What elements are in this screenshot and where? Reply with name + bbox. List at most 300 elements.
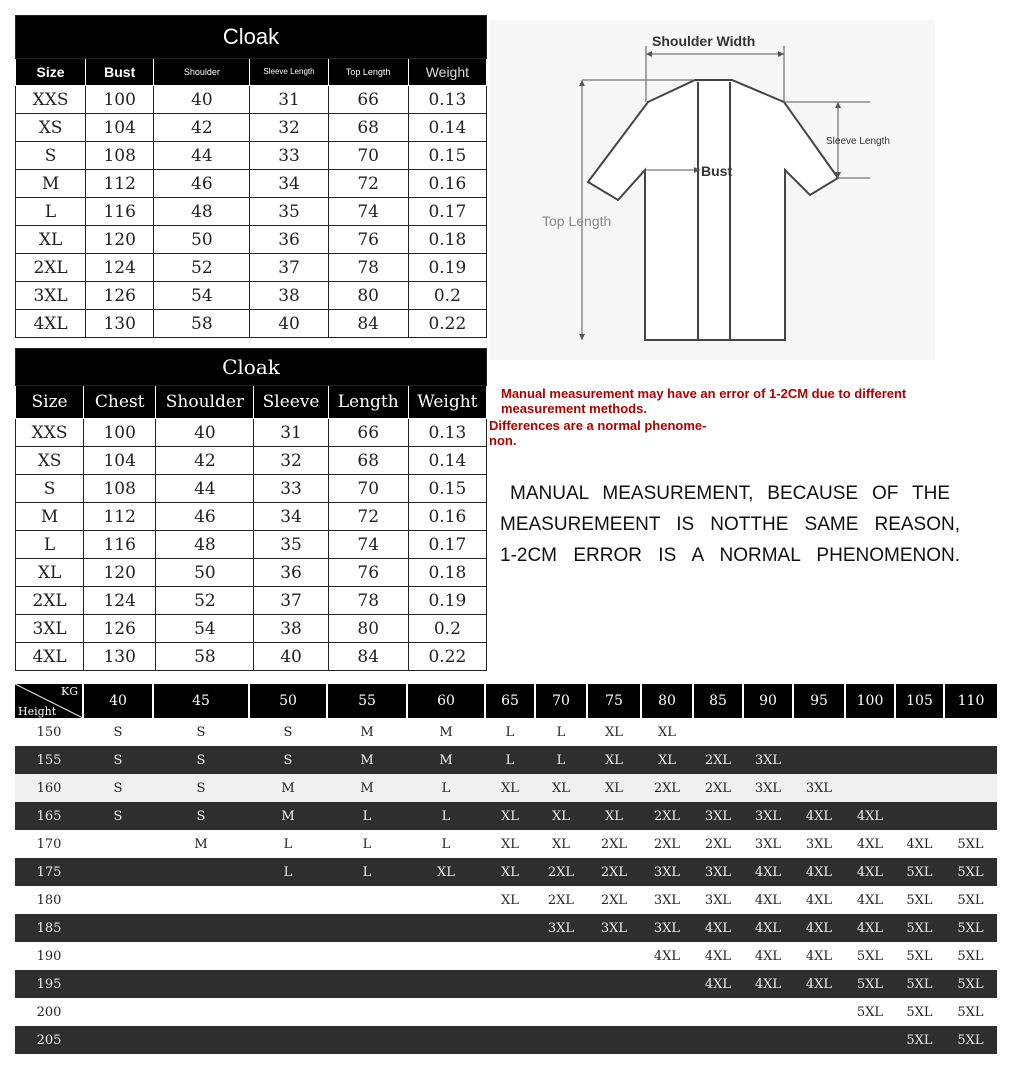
table-cell: XL [16,559,84,587]
table-cell: 0.13 [408,419,486,447]
size-cell: 3XL [693,802,743,830]
size-cell [895,746,944,774]
size-cell [944,746,997,774]
weight-column-header: 75 [587,684,641,718]
size-cell [793,718,845,746]
size-cell [485,970,535,998]
table-cell: 0.19 [408,254,486,282]
size-cell: XL [535,830,587,858]
table-row [16,643,487,671]
table-row [16,226,487,254]
size-cell [407,970,485,998]
size-cell [83,830,153,858]
size-cell: L [249,858,327,886]
size-cell: 4XL [693,914,743,942]
table-cell: 126 [84,615,156,643]
size-cell: XL [641,718,693,746]
size-cell [895,718,944,746]
size-cell: 4XL [743,970,793,998]
table-row [16,475,487,503]
table-cell: 34 [250,170,328,198]
table-cell: 37 [254,587,328,615]
col-header-weight: Weight [408,59,486,86]
table-cell: 116 [84,531,156,559]
weight-column-header: 70 [535,684,587,718]
size-cell [641,970,693,998]
table-cell: 52 [154,254,250,282]
table-cell: 80 [328,282,408,310]
size-cell [944,802,997,830]
table-row [15,1026,997,1054]
size-cell [327,1026,407,1054]
size-cell [83,970,153,998]
size-cell [249,998,327,1026]
table-row [15,886,997,914]
size-cell: S [249,746,327,774]
table-cell: 0.17 [408,531,486,559]
size-cell [83,1026,153,1054]
table-cell: 38 [250,282,328,310]
size-cell: 4XL [793,914,845,942]
size-cell: XL [407,858,485,886]
table-row [16,503,487,531]
size-cell: 3XL [793,830,845,858]
table-cell: 37 [250,254,328,282]
size-cell [249,970,327,998]
height-cell: 200 [15,998,83,1026]
size-cell: 4XL [793,970,845,998]
table-cell: 66 [328,86,408,114]
size-cell [743,998,793,1026]
table-cell: 54 [154,282,250,310]
table-title: Cloak [16,349,487,386]
table-row [15,830,997,858]
size-cell: M [327,774,407,802]
table-cell: 84 [328,310,408,338]
size-cell: 5XL [845,942,895,970]
table-cell: 74 [328,198,408,226]
red-note-line: measurement methods. [501,401,647,416]
size-cell: 5XL [895,858,944,886]
table-cell: 31 [250,86,328,114]
height-cell: 170 [15,830,83,858]
size-cell [327,886,407,914]
table-cell: 36 [250,226,328,254]
col-header-chest: Chest [84,386,156,419]
size-cell [407,942,485,970]
table-cell: 0.2 [408,282,486,310]
table-cell: 124 [86,254,154,282]
height-cell: 160 [15,774,83,802]
size-cell: 3XL [743,802,793,830]
size-cell: 4XL [793,802,845,830]
size-cell: M [407,746,485,774]
table-row [16,170,487,198]
size-cell: 2XL [587,830,641,858]
size-cell [485,942,535,970]
table-cell: 100 [84,419,156,447]
table-cell: 0.22 [408,643,486,671]
table-row [16,587,487,615]
table-row [15,970,997,998]
size-cell: 3XL [693,886,743,914]
size-cell [743,718,793,746]
size-cell: 3XL [641,858,693,886]
size-cell [587,942,641,970]
table-row [16,615,487,643]
table-cell: 35 [254,531,328,559]
size-cell [485,1026,535,1054]
size-cell [83,942,153,970]
size-cell [845,718,895,746]
size-cell: 5XL [944,970,997,998]
size-cell: 4XL [845,830,895,858]
table-cell: 124 [84,587,156,615]
table-title: Cloak [16,16,487,59]
corner-height-label: Height [18,705,57,718]
table-row [16,254,487,282]
table-cell: 38 [254,615,328,643]
table-cell: 76 [328,559,408,587]
size-cell: S [249,718,327,746]
size-cell: 5XL [895,998,944,1026]
table-row [16,142,487,170]
table-body [16,419,487,671]
size-cell: L [327,830,407,858]
weight-column-header: 80 [641,684,693,718]
table-row [15,858,997,886]
table-cell: 108 [86,142,154,170]
size-cell: S [153,746,249,774]
table-cell: 126 [86,282,154,310]
table-cell: 0.22 [408,310,486,338]
red-note-2 [489,418,706,448]
table-cell: 44 [156,475,254,503]
table-cell: XXS [16,86,86,114]
size-cell: 3XL [743,746,793,774]
size-cell: 4XL [693,942,743,970]
size-cell: 4XL [845,914,895,942]
table-row [15,998,997,1026]
size-cell: 3XL [743,830,793,858]
table-cell: 40 [154,86,250,114]
table-row [16,114,487,142]
table-cell: 3XL [16,282,86,310]
height-cell: 165 [15,802,83,830]
size-cell: 3XL [693,858,743,886]
size-cell [693,1026,743,1054]
size-cell: S [153,802,249,830]
size-cell [153,942,249,970]
table-cell: 48 [156,531,254,559]
size-cell: L [535,746,587,774]
table-cell: 120 [84,559,156,587]
size-cell: XL [535,802,587,830]
table-row [15,914,997,942]
size-cell: XL [535,774,587,802]
table-cell: L [16,531,84,559]
size-cell: 5XL [845,970,895,998]
table-cell: 0.14 [408,447,486,475]
size-cell: L [327,802,407,830]
table-cell: 72 [328,170,408,198]
table-cell: 78 [328,254,408,282]
table-cell: 0.15 [408,475,486,503]
size-cell: XL [485,858,535,886]
col-header-sleeve-length: Sleeve Length [250,59,328,86]
table-cell: 3XL [16,615,84,643]
table-cell: 4XL [16,310,86,338]
size-cell [327,998,407,1026]
size-cell [535,942,587,970]
size-cell [249,886,327,914]
table-cell: 58 [154,310,250,338]
size-cell [693,998,743,1026]
size-cell [793,746,845,774]
size-cell: S [83,802,153,830]
disclaimer-line: 1-2CM ERROR IS A NORMAL PHENOMENON. [500,545,960,566]
size-table-1 [15,15,487,338]
table-cell: 32 [250,114,328,142]
size-cell: 4XL [845,802,895,830]
weight-column-header: 85 [693,684,743,718]
size-cell: 3XL [535,914,587,942]
table-cell: 44 [154,142,250,170]
bust-label: Bust [701,163,733,179]
size-cell: M [407,718,485,746]
table-cell: 112 [84,503,156,531]
size-cell [327,942,407,970]
size-cell: L [249,830,327,858]
size-cell [153,970,249,998]
size-cell [153,1026,249,1054]
size-cell: XL [641,746,693,774]
col-header-size: Size [16,386,84,419]
size-cell [327,970,407,998]
size-cell: 4XL [895,830,944,858]
size-cell: 4XL [743,886,793,914]
table-cell: 120 [86,226,154,254]
size-cell: S [83,774,153,802]
size-cell [793,998,845,1026]
red-note-line: non. [489,433,517,448]
size-cell: L [485,746,535,774]
size-cell [83,998,153,1026]
size-cell [587,1026,641,1054]
size-cell [944,774,997,802]
table-cell: 40 [250,310,328,338]
size-cell: 4XL [845,858,895,886]
size-cell: L [407,802,485,830]
weight-column-header: 110 [944,684,997,718]
size-cell: XL [485,774,535,802]
col-header-length: Length [328,386,408,419]
weight-column-header: 50 [249,684,327,718]
table-cell: 74 [328,531,408,559]
size-cell [743,1026,793,1054]
size-cell: M [327,718,407,746]
table-cell: 0.15 [408,142,486,170]
size-cell: XL [485,830,535,858]
size-cell: 2XL [641,802,693,830]
size-cell: XL [485,802,535,830]
table-row [16,447,487,475]
height-cell: 190 [15,942,83,970]
measurement-disclaimer [500,478,960,571]
size-cell: L [485,718,535,746]
table-cell: XL [16,226,86,254]
size-cell: 4XL [641,942,693,970]
size-cell: 2XL [587,858,641,886]
table-cell: 0.16 [408,170,486,198]
size-cell [249,1026,327,1054]
table-cell: M [16,170,86,198]
table-cell: 40 [156,419,254,447]
col-header-bust: Bust [86,59,154,86]
size-cell: M [327,746,407,774]
size-cell [83,886,153,914]
size-cell: M [249,802,327,830]
table-cell: 70 [328,475,408,503]
size-cell: 5XL [944,858,997,886]
size-cell: 5XL [895,1026,944,1054]
weight-column-header: 55 [327,684,407,718]
table-cell: 0.13 [408,86,486,114]
weight-column-header: 95 [793,684,845,718]
size-cell: 4XL [793,942,845,970]
size-cell: 3XL [793,774,845,802]
table-cell: 84 [328,643,408,671]
size-cell [249,942,327,970]
size-cell [83,914,153,942]
size-cell [641,1026,693,1054]
height-cell: 185 [15,914,83,942]
top-length-label: Top Length [542,213,612,229]
size-table-2 [15,348,487,671]
size-cell: 5XL [895,970,944,998]
size-cell [485,998,535,1026]
height-cell: 180 [15,886,83,914]
table-cell: 76 [328,226,408,254]
table-cell: 31 [254,419,328,447]
corner-kg-label: KG [60,685,78,698]
table-cell: S [16,475,84,503]
table-row [15,718,997,746]
table-cell: 68 [328,114,408,142]
height-cell: 150 [15,718,83,746]
size-cell: 3XL [587,914,641,942]
table-cell: 0.18 [408,559,486,587]
size-cell: L [407,774,485,802]
red-note-1 [501,386,906,416]
table-row [16,198,487,226]
table-cell: 40 [254,643,328,671]
size-cell [407,1026,485,1054]
size-cell: 2XL [641,774,693,802]
col-header-shoulder: Shoulder [154,59,250,86]
size-cell: 5XL [944,914,997,942]
size-cell [83,858,153,886]
size-cell: S [83,746,153,774]
table-cell: 34 [254,503,328,531]
size-cell: 4XL [845,886,895,914]
red-note-line: Manual measurement may have an error of 1-2CM due to different [501,386,907,401]
size-cell: S [153,774,249,802]
table-cell: 66 [328,419,408,447]
col-header-top-length: Top Length [328,59,408,86]
size-cell: M [249,774,327,802]
garment-measurement-diagram [490,20,935,360]
table-cell: 0.18 [408,226,486,254]
size-cell: XL [587,718,641,746]
size-cell: XL [485,886,535,914]
height-cell: 195 [15,970,83,998]
shoulder-width-label: Shoulder Width [652,33,756,49]
size-cell: XL [587,774,641,802]
table-cell: S [16,142,86,170]
table-cell: 32 [254,447,328,475]
table-row [15,774,997,802]
table-cell: 70 [328,142,408,170]
size-cell: 4XL [743,858,793,886]
size-cell [407,998,485,1026]
size-cell: 2XL [693,774,743,802]
size-cell: 3XL [743,774,793,802]
table-row [15,802,997,830]
size-cell [587,998,641,1026]
table-body [15,718,997,1054]
corner-header [15,684,83,718]
table-cell: 52 [156,587,254,615]
size-cell [153,858,249,886]
sleeve-length-label: Sleeve Length [826,136,890,147]
weight-column-header: 45 [153,684,249,718]
size-cell [407,886,485,914]
table-cell: L [16,198,86,226]
weight-column-header: 105 [895,684,944,718]
size-cell [895,802,944,830]
size-cell: 5XL [895,942,944,970]
size-cell [845,1026,895,1054]
size-cell [535,970,587,998]
size-cell [845,774,895,802]
table-cell: 130 [84,643,156,671]
table-cell: 0.2 [408,615,486,643]
size-cell: 5XL [895,914,944,942]
size-cell [793,1026,845,1054]
size-cell: 4XL [693,970,743,998]
size-cell: L [327,858,407,886]
table-row [16,282,487,310]
table-cell: 42 [154,114,250,142]
size-cell: L [407,830,485,858]
size-cell [153,914,249,942]
table-cell: 36 [254,559,328,587]
table-row [16,86,487,114]
table-cell: 54 [156,615,254,643]
size-cell: XL [587,746,641,774]
size-cell [845,746,895,774]
size-cell: 2XL [693,746,743,774]
table-cell: 0.19 [408,587,486,615]
table-cell: 35 [250,198,328,226]
red-note-line: Differences are a normal phenome- [489,418,707,433]
size-cell: M [153,830,249,858]
table-cell: 116 [86,198,154,226]
col-header-weight: Weight [408,386,486,419]
table-cell: 80 [328,615,408,643]
table-row [15,942,997,970]
